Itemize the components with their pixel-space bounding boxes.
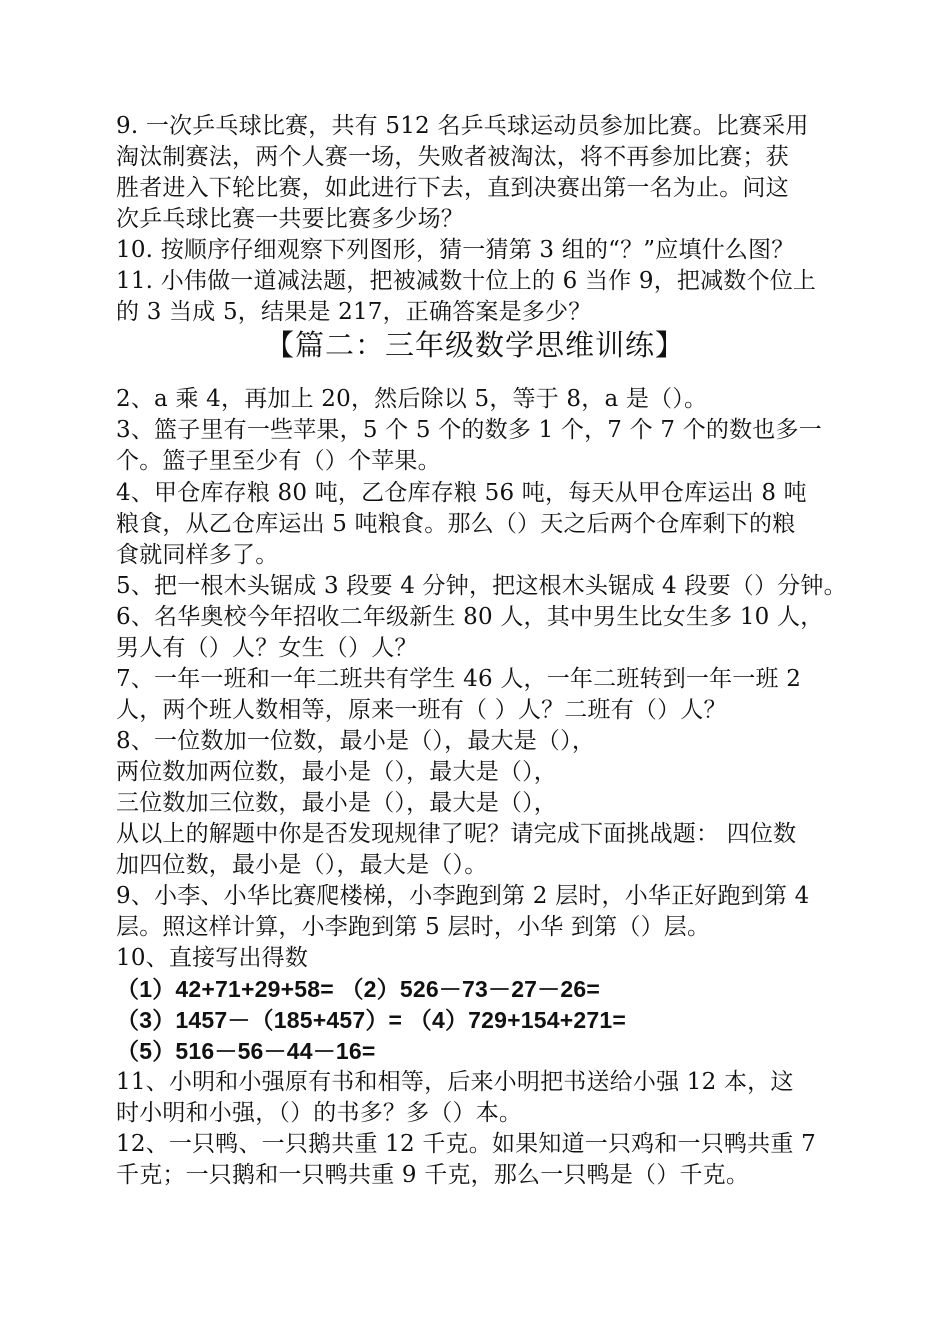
problem-12-line-1: 12、一只鸭、一只鹅共重 12 千克。如果知道一只鸡和一只鸭共重 7 xyxy=(116,1131,816,1157)
problem-10b-expression-3: （5）516－56－44－16= xyxy=(116,1038,376,1064)
problem-6-line-1: 6、名华奥校今年招收二年级新生 80 人，其中男生比女生多 10 人， xyxy=(116,604,824,630)
problem-2-line-1: 2、a 乘 4，再加上 20，然后除以 5，等于 8，a 是（）。 xyxy=(116,386,708,412)
problem-10b-expression-2: （3）1457－（185+457）= （4）729+154+271= xyxy=(116,1007,626,1033)
problem-7-line-2: 人，两个班人数相等，原来一班有（ ）人？二班有（）人？ xyxy=(116,697,727,723)
problem-10b-expression-1: （1）42+71+29+58= （2）526－73－27－26= xyxy=(116,976,600,1002)
problem-11b-line-1: 11、小明和小强原有书和相等，后来小明把书送给小强 12 本，这 xyxy=(116,1069,794,1095)
problem-9b-line-1: 9、小李、小华比赛爬楼梯，小李跑到第 2 层时，小华正好跑到第 4 xyxy=(116,883,810,909)
problem-9-line-1: 9. 一次乒乓球比赛，共有 512 名乒乓球运动员参加比赛。比赛采用 xyxy=(116,113,809,139)
problem-10b-line-1: 10、直接写出得数 xyxy=(116,945,309,971)
problem-9-line-3: 胜者进入下轮比赛，如此进行下去，直到决赛出第一名为止。问这 xyxy=(116,175,789,201)
problem-8-line-5: 加四位数，最小是（），最大是（）。 xyxy=(116,852,488,878)
problem-3-line-2: 个。篮子里至少有（）个苹果。 xyxy=(116,448,441,474)
problem-12-line-2: 千克；一只鹅和一只鸭共重 9 千克，那么一只鸭是（）千克。 xyxy=(116,1162,750,1188)
problem-9-line-2: 淘汰制赛法，两个人赛一场，失败者被淘汰，将不再参加比赛；获 xyxy=(116,144,789,170)
problem-4-line-3: 食就同样多了。 xyxy=(116,542,279,568)
problem-8-line-2: 两位数加两位数，最小是（），最大是（）， xyxy=(116,759,557,785)
problem-3-line-1: 3、篮子里有一些苹果，5 个 5 个的数多 1 个，7 个 7 个的数也多一 xyxy=(116,417,822,443)
problem-8-line-1: 8、一位数加一位数，最小是（），最大是（）， xyxy=(116,728,596,754)
problem-8-line-4: 从以上的解题中你是否发现规律了呢？请完成下面挑战题： 四位数 xyxy=(116,821,797,847)
section-title: 【篇二：三年级数学思维训练】 xyxy=(264,328,685,362)
problem-5-line-1: 5、把一根木头锯成 3 段要 4 分钟，把这根木头锯成 4 段要（）分钟。 xyxy=(116,573,847,599)
problem-11-line-2: 的 3 当成 5，结果是 217，正确答案是多少？ xyxy=(116,299,592,325)
problem-4-line-1: 4、甲仓库存粮 80 吨，乙仓库存粮 56 吨，每天从甲仓库运出 8 吨 xyxy=(116,480,807,506)
problem-7-line-1: 7、一年一班和一年二班共有学生 46 人，一年二班转到一年一班 2 xyxy=(116,666,802,692)
problem-9b-line-2: 层。照这样计算，小李跑到第 5 层时，小华 到第（）层。 xyxy=(116,914,711,940)
problem-11b-line-2: 时小明和小强，（）的书多？多（）本。 xyxy=(116,1100,523,1126)
problem-9-line-4: 次乒乓球比赛一共要比赛多少场？ xyxy=(116,206,464,232)
problem-11-line-1: 11. 小伟做一道减法题，把被减数十位上的 6 当作 9，把减数个位上 xyxy=(116,268,817,294)
problem-10-line-1: 10. 按顺序仔细观察下列图形，猜一猜第 3 组的“？”应填什么图？ xyxy=(116,237,795,263)
problem-8-line-3: 三位数加三位数，最小是（），最大是（）， xyxy=(116,790,557,816)
problem-6-line-2: 男人有（）人？女生（）人？ xyxy=(116,635,418,661)
problem-4-line-2: 粮食，从乙仓库运出 5 吨粮食。那么（）天之后两个仓库剩下的粮 xyxy=(116,511,796,537)
